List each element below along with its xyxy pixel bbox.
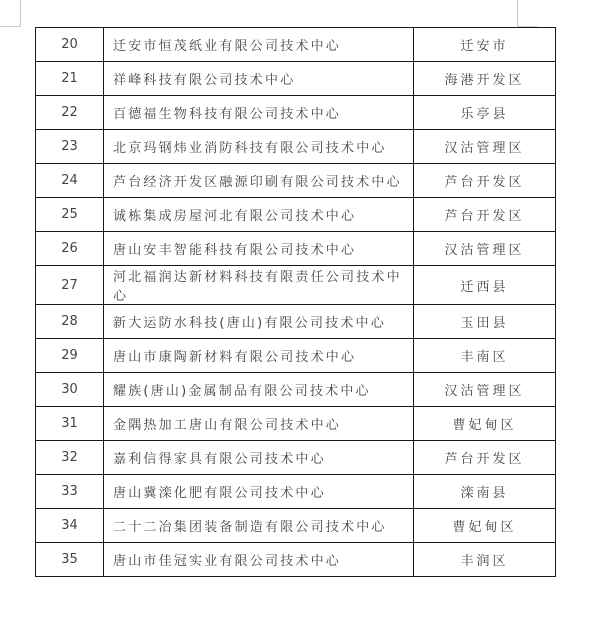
district: 芦台开发区 <box>414 164 556 198</box>
district: 曹妃甸区 <box>414 407 556 441</box>
company-name: 北京玛钢炜业消防科技有限公司技术中心 <box>104 130 414 164</box>
district: 汉沽管理区 <box>414 130 556 164</box>
district: 汉沽管理区 <box>414 373 556 407</box>
page-corner-mark <box>517 0 518 27</box>
row-number: 22 <box>36 96 104 130</box>
company-name: 唐山安丰智能科技有限公司技术中心 <box>104 232 414 266</box>
table-row <box>36 441 556 475</box>
company-name: 河北福润达新材料科技有限责任公司技术中心 <box>104 266 414 305</box>
district: 乐亭县 <box>414 96 556 130</box>
table-row <box>36 232 556 266</box>
row-number: 20 <box>36 28 104 62</box>
row-number: 29 <box>36 339 104 373</box>
page-corner-mark <box>0 26 20 27</box>
district: 玉田县 <box>414 305 556 339</box>
table-row <box>36 407 556 441</box>
table-row <box>36 543 556 577</box>
district: 丰润区 <box>414 543 556 577</box>
row-number: 21 <box>36 62 104 96</box>
district: 迁西县 <box>414 266 556 305</box>
district: 芦台开发区 <box>414 441 556 475</box>
company-name: 百德福生物科技有限公司技术中心 <box>104 96 414 130</box>
company-name: 嘉利信得家具有限公司技术中心 <box>104 441 414 475</box>
company-name: 耀族(唐山)金属制品有限公司技术中心 <box>104 373 414 407</box>
district: 滦南县 <box>414 475 556 509</box>
table-body <box>36 28 556 577</box>
row-number: 32 <box>36 441 104 475</box>
row-number: 34 <box>36 509 104 543</box>
tech-center-table <box>35 27 556 577</box>
district: 曹妃甸区 <box>414 509 556 543</box>
company-name: 唐山市康陶新材料有限公司技术中心 <box>104 339 414 373</box>
row-number: 26 <box>36 232 104 266</box>
company-name: 唐山冀滦化肥有限公司技术中心 <box>104 475 414 509</box>
row-number: 28 <box>36 305 104 339</box>
row-number: 25 <box>36 198 104 232</box>
row-number: 27 <box>36 266 104 305</box>
company-name: 祥峰科技有限公司技术中心 <box>104 62 414 96</box>
table-row <box>36 96 556 130</box>
table-row <box>36 164 556 198</box>
table-row <box>36 305 556 339</box>
district: 海港开发区 <box>414 62 556 96</box>
row-number: 35 <box>36 543 104 577</box>
company-name: 迁安市恒茂纸业有限公司技术中心 <box>104 28 414 62</box>
company-name: 新大运防水科技(唐山)有限公司技术中心 <box>104 305 414 339</box>
company-name: 金隅热加工唐山有限公司技术中心 <box>104 407 414 441</box>
company-name: 二十二冶集团装备制造有限公司技术中心 <box>104 509 414 543</box>
row-number: 33 <box>36 475 104 509</box>
district: 汉沽管理区 <box>414 232 556 266</box>
table-row <box>36 373 556 407</box>
row-number: 31 <box>36 407 104 441</box>
row-number: 30 <box>36 373 104 407</box>
district: 芦台开发区 <box>414 198 556 232</box>
row-number: 24 <box>36 164 104 198</box>
table-row <box>36 130 556 164</box>
table-row <box>36 266 556 305</box>
district: 丰南区 <box>414 339 556 373</box>
page-corner-mark <box>20 0 21 27</box>
table-row <box>36 509 556 543</box>
table-row <box>36 475 556 509</box>
table-row <box>36 28 556 62</box>
table-row <box>36 339 556 373</box>
company-name: 芦台经济开发区融源印刷有限公司技术中心 <box>104 164 414 198</box>
district: 迁安市 <box>414 28 556 62</box>
company-name: 唐山市佳冠实业有限公司技术中心 <box>104 543 414 577</box>
table-row <box>36 62 556 96</box>
table-row <box>36 198 556 232</box>
row-number: 23 <box>36 130 104 164</box>
company-name: 诚栋集成房屋河北有限公司技术中心 <box>104 198 414 232</box>
